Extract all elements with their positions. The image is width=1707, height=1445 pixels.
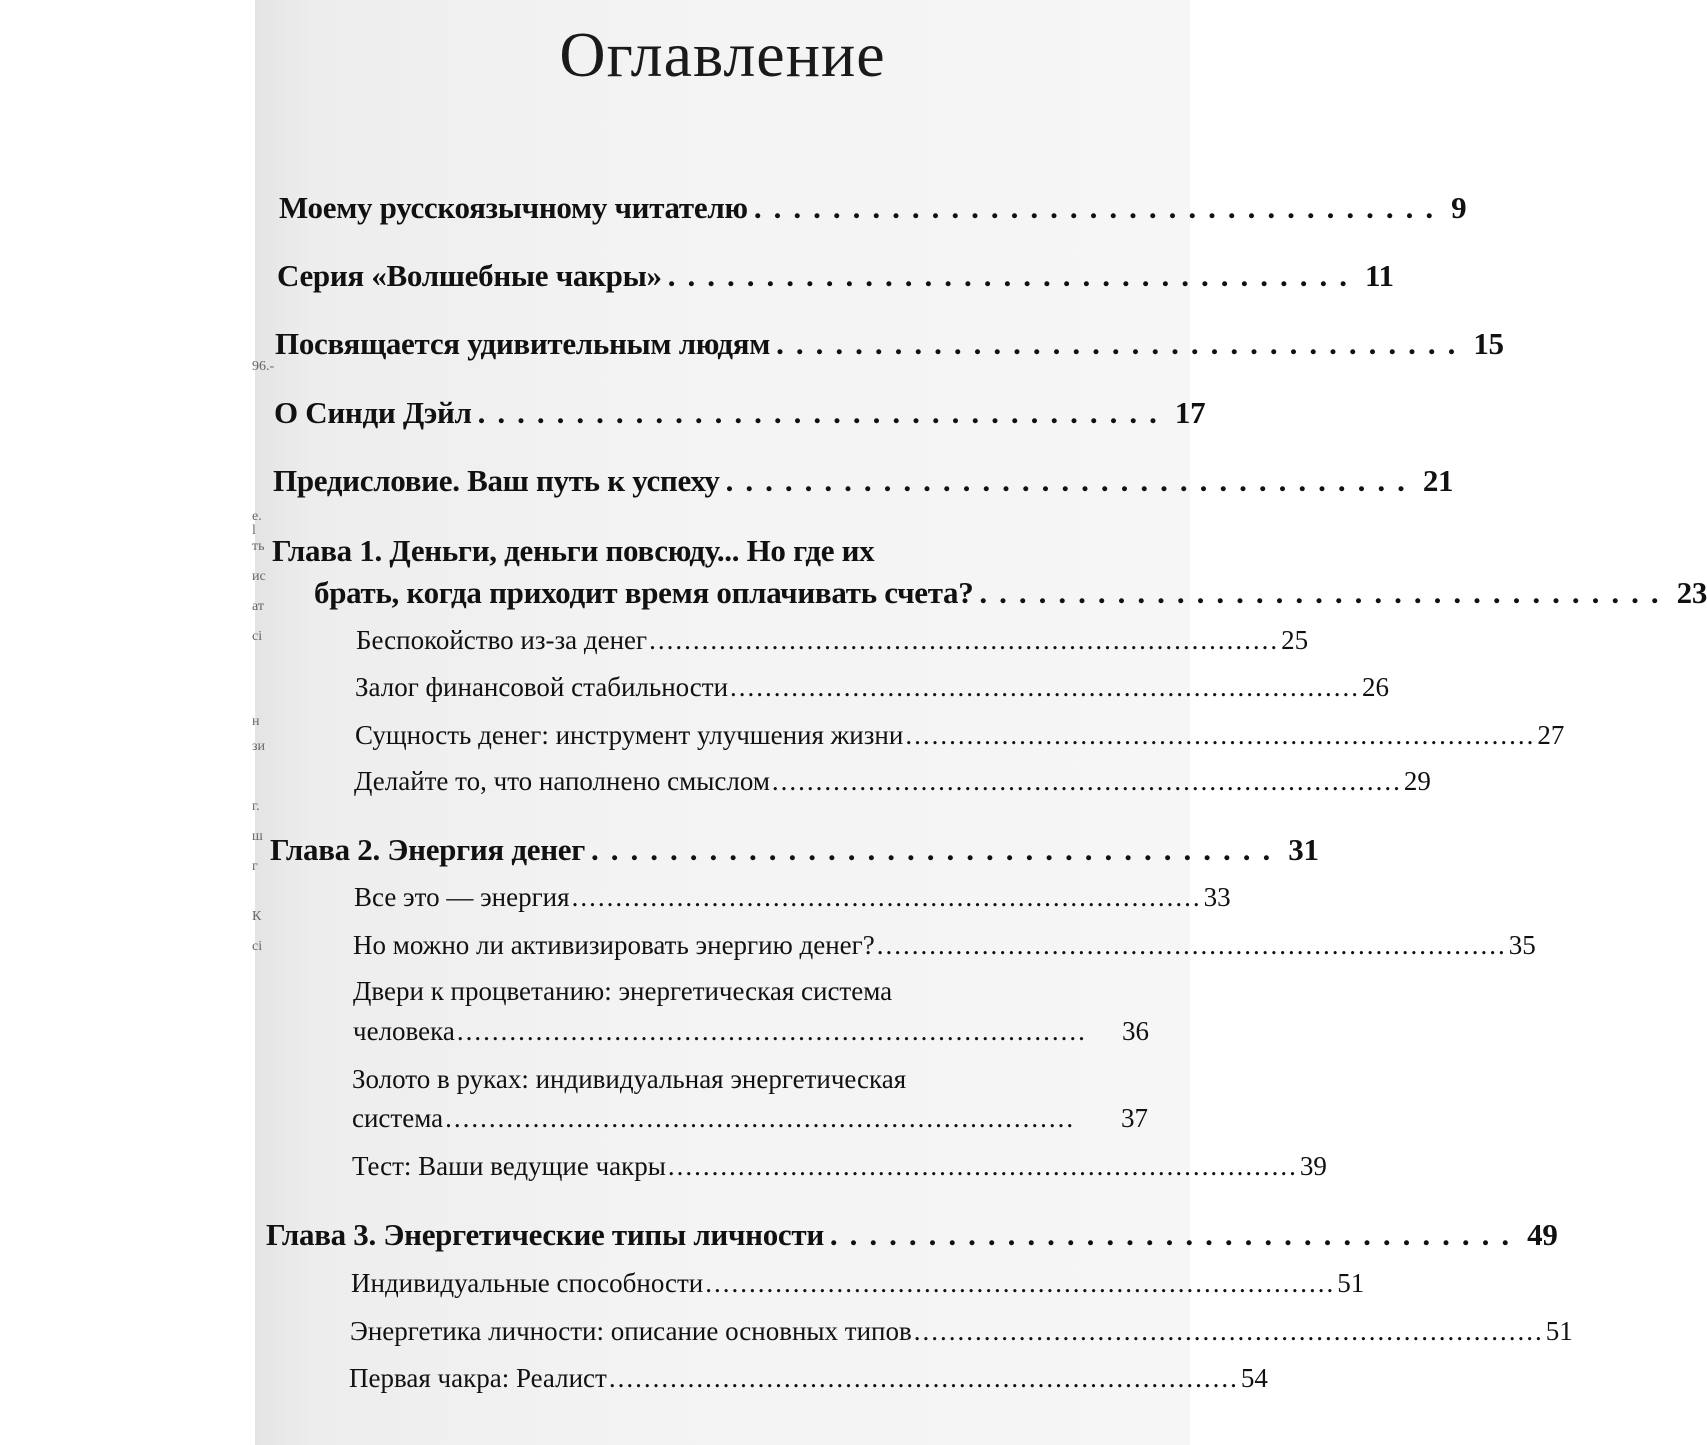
edge-fragment: ат: [252, 599, 264, 614]
toc-entry-page: 39: [1299, 1151, 1327, 1181]
dot-leader: ........................................................................: [905, 720, 1536, 750]
dot-leader: ...................................: [477, 395, 1169, 430]
toc-subentry[interactable]: [350, 1316, 1573, 1347]
toc-entry-title: Все это — энергия: [354, 882, 570, 912]
toc-subentry[interactable]: [355, 672, 1390, 703]
toc-entry-page: 11: [1364, 258, 1394, 293]
toc-entry[interactable]: [274, 395, 1206, 431]
dot-leader: ...................................: [979, 575, 1671, 610]
edge-fragment: г: [252, 859, 258, 874]
toc-subentry-line: Золото в руках: индивидуальная энергетическая: [352, 1064, 907, 1094]
toc-entry-page: 21: [1422, 463, 1454, 498]
toc-entry-page: 36: [1122, 1016, 1149, 1046]
edge-fragment: ть: [252, 539, 265, 554]
dot-leader: ........................................................................: [705, 1268, 1336, 1298]
toc-entry-page: 17: [1174, 395, 1206, 430]
toc-entry-title: Первая чакра: Реалист: [349, 1363, 607, 1393]
toc-entry-page: 51: [1337, 1268, 1365, 1298]
toc-entry-title: Но можно ли активизировать энергию денег?: [353, 930, 875, 960]
toc-entry-title: Делайте то, что наполнено смыслом: [354, 766, 770, 796]
dot-leader: ........................................................................: [649, 625, 1280, 655]
toc-entry-title: Сущность денег: инструмент улучшения жизни: [355, 720, 904, 750]
toc-entry-page: 23: [1676, 575, 1707, 610]
toc-entry-title: Тест: Ваши ведущие чакры: [352, 1151, 666, 1181]
toc-subentry[interactable]: [353, 1016, 1149, 1047]
toc-entry[interactable]: [275, 326, 1504, 362]
toc-entry-page: 25: [1281, 625, 1309, 655]
toc-entry-title: Беспокойство из-за денег: [356, 625, 648, 655]
dot-leader: ...................................: [776, 326, 1468, 361]
toc-entry-page: 29: [1403, 766, 1431, 796]
dot-leader: ........................................................................: [771, 766, 1402, 796]
toc-entry-title: человека: [353, 1016, 455, 1046]
dot-leader: ........................................................................: [667, 1151, 1298, 1181]
toc-entry[interactable]: [277, 258, 1394, 294]
toc-entry-title: брать, когда приходит время оплачивать счета?: [314, 575, 974, 610]
toc-entry-title: Залог финансовой стабильности: [355, 672, 729, 702]
chapter-1-title-line: Глава 1. Деньги, деньги повсюду... Но где их: [272, 533, 875, 568]
toc-subentry[interactable]: [356, 625, 1309, 656]
toc-entry-page: 49: [1527, 1217, 1558, 1252]
dot-leader: ........................................................................: [571, 882, 1202, 912]
toc-subentry[interactable]: [353, 930, 1536, 961]
page-title: Оглавление: [559, 19, 886, 90]
toc-entry-title: Энергетика личности: описание основных типов: [350, 1316, 912, 1346]
toc-entry-title: Моему русскоязычному читателю: [279, 190, 748, 225]
toc-entry-title: Глава 2. Энергия денег: [270, 832, 585, 867]
dot-leader: ........................................................................: [456, 1016, 1087, 1046]
dot-leader: ........................................................................: [730, 672, 1361, 702]
toc-subentry[interactable]: [351, 1268, 1365, 1299]
edge-fragment: ис: [252, 569, 266, 584]
toc-subentry[interactable]: [349, 1363, 1268, 1394]
toc-entry-title: Индивидуальные способности: [351, 1268, 704, 1298]
dot-leader: ........................................................................: [913, 1316, 1544, 1346]
toc-entry[interactable]: [279, 190, 1467, 226]
toc-entry-chapter-3[interactable]: [266, 1217, 1558, 1253]
toc-entry-page: 54: [1240, 1363, 1268, 1393]
toc-entry-page: 15: [1473, 326, 1504, 361]
edge-fragment: зи: [252, 739, 266, 754]
toc-entry-page: 51: [1545, 1316, 1573, 1346]
toc-entry-title: Глава 3. Энергетические типы личности: [266, 1217, 824, 1252]
edge-fragment: К: [252, 909, 262, 924]
toc-subentry[interactable]: [352, 1103, 1148, 1134]
toc-entry-chapter-1[interactable]: [314, 575, 1707, 611]
toc-subentry[interactable]: [354, 766, 1431, 797]
edge-fragment: ci: [252, 629, 263, 644]
toc-subentry[interactable]: [352, 1151, 1327, 1182]
edge-fragment: 96.-: [252, 359, 275, 374]
toc-entry-title: Серия «Волшебные чакры»: [277, 258, 662, 293]
dot-leader: ...................................: [725, 463, 1417, 498]
dot-leader: ...................................: [591, 832, 1283, 867]
toc-entry-page: 26: [1362, 672, 1390, 702]
toc-entry-page: 31: [1288, 832, 1319, 867]
toc-entry-page: 35: [1508, 930, 1536, 960]
toc-subentry[interactable]: [354, 882, 1231, 913]
toc-entry-title: Посвящается удивительным людям: [275, 326, 771, 361]
toc-subentry-line: Двери к процветанию: энергетическая система: [353, 976, 893, 1006]
toc-entry-page: 9: [1451, 190, 1467, 225]
toc-entry-page: 33: [1203, 882, 1231, 912]
edge-fragment: н: [252, 714, 260, 729]
edge-fragment: ш: [252, 829, 263, 844]
dot-leader: ........................................................................: [876, 930, 1507, 960]
toc-entry-chapter-2[interactable]: [270, 832, 1319, 868]
toc-entry[interactable]: [273, 463, 1454, 499]
dot-leader: ...................................: [667, 258, 1359, 293]
edge-fragment: e. l: [252, 509, 262, 538]
toc-entry-title: система: [352, 1103, 444, 1133]
edge-fragment: г.: [252, 799, 260, 814]
toc-subentry[interactable]: [355, 720, 1565, 751]
toc-entry-title: Предисловие. Ваш путь к успеху: [273, 463, 720, 498]
edge-fragment: ci: [252, 939, 263, 954]
toc-entry-page: 37: [1121, 1103, 1148, 1133]
toc-entry-title: О Синди Дэйл: [274, 395, 472, 430]
dot-leader: ........................................................................: [445, 1103, 1076, 1133]
dot-leader: ........................................................................: [608, 1363, 1239, 1393]
dot-leader: ...................................: [753, 190, 1446, 225]
dot-leader: ...................................: [829, 1217, 1522, 1252]
toc-entry-page: 27: [1537, 720, 1565, 750]
